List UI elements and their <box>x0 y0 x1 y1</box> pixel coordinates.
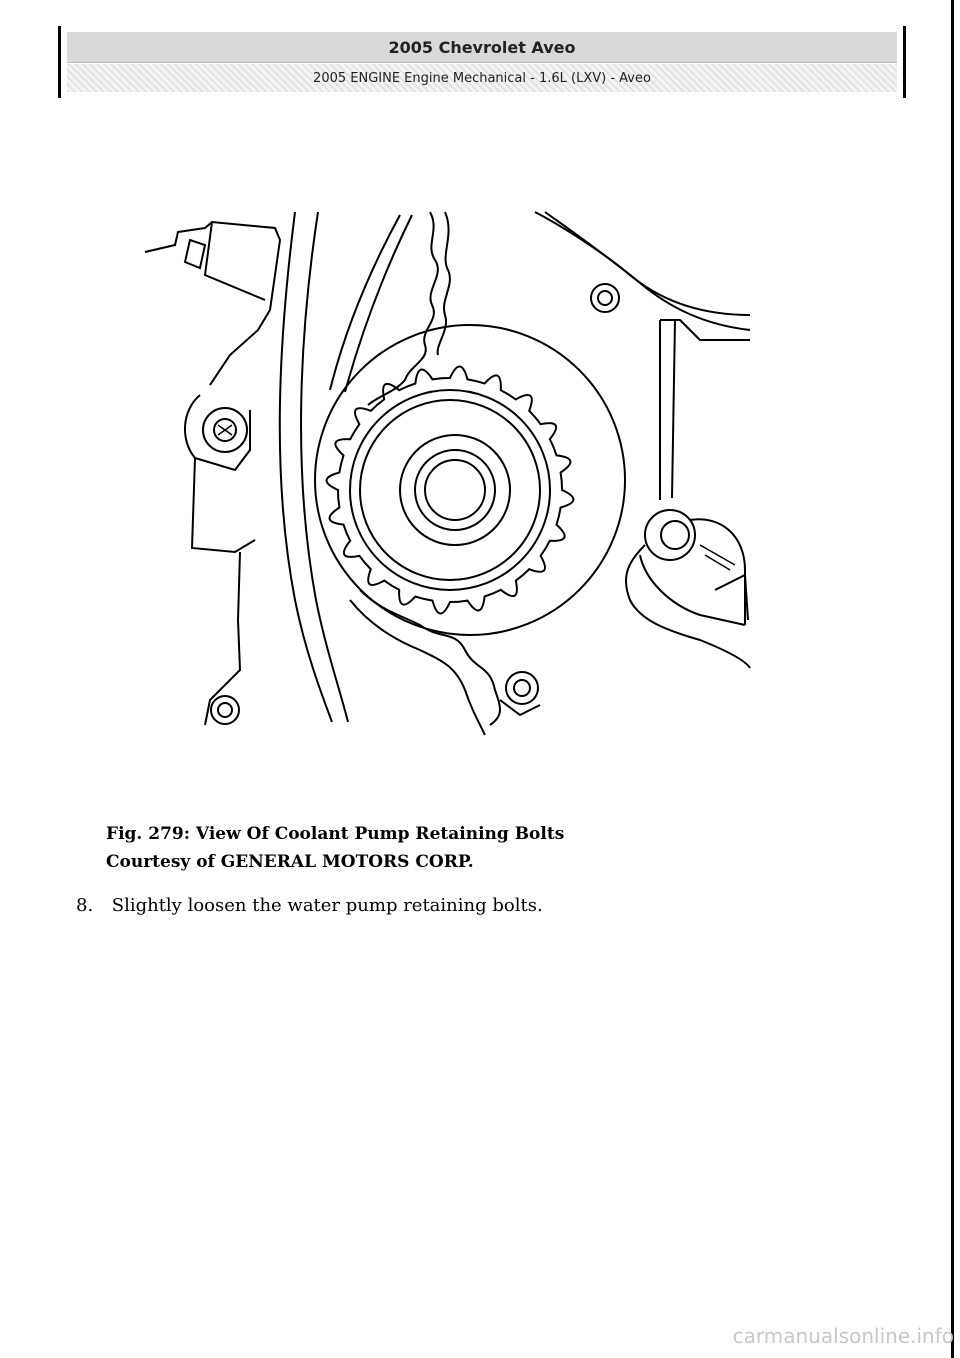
procedure-step <box>76 895 543 916</box>
figure-title: Fig. 279: View Of Coolant Pump Retaining Bolts <box>106 824 565 844</box>
coolant-pump-illustration <box>140 205 760 750</box>
watermark-text: carmanualsonline.info <box>732 1324 954 1348</box>
document-title: 2005 Chevrolet Aveo <box>67 32 897 63</box>
figure-credit: Courtesy of GENERAL MOTORS CORP. <box>106 852 474 872</box>
step-number: 8. <box>76 895 94 916</box>
figure-caption <box>106 820 706 876</box>
step-text: Slightly loosen the water pump retaining bolts. <box>111 895 543 916</box>
document-subtitle: 2005 ENGINE Engine Mechanical - 1.6L (LXV) - Aveo <box>67 64 897 92</box>
sprocket-teeth <box>327 367 574 614</box>
page-right-border <box>951 0 954 1358</box>
page-header <box>58 26 906 98</box>
